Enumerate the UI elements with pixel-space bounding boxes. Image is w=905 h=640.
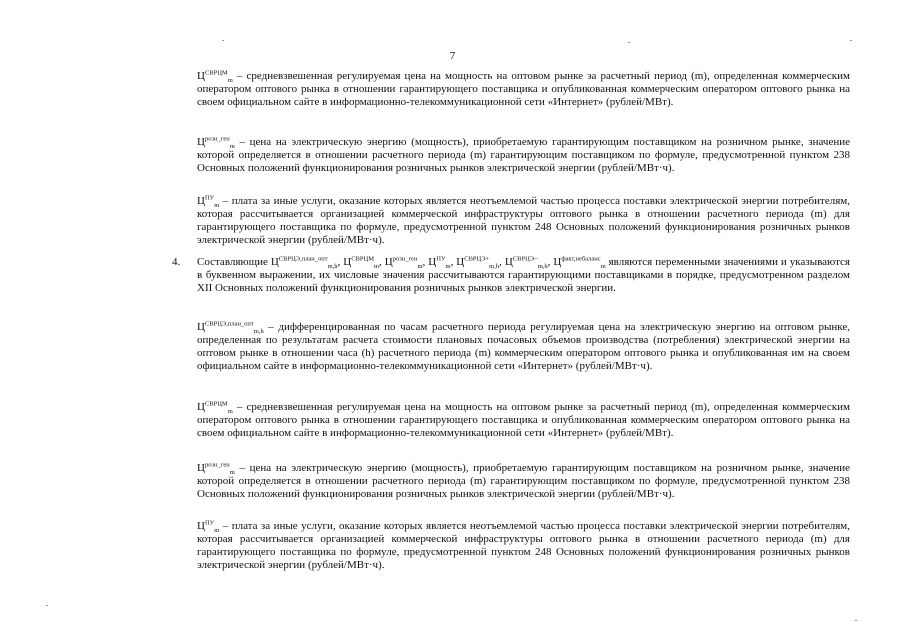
definition-text: – средневзвешенная регулируемая цена на мощность на оптовом рынке за расчетный период (m), определенная коммерческим оператором оптового рынка в отношении гарантирующего поставщика и опубликованная коммерческим оператором оптового рынка на своем официальном сайте в информационно-телекоммуникационной сети «Интернет» (рублей/МВт). xyxy=(197,401,850,440)
symbol-superscript: СВРЦЭ+ xyxy=(464,255,490,263)
symbol-subscript: m xyxy=(214,202,220,210)
symbol-subscript: m xyxy=(214,527,220,535)
definition-paragraph: $Ц^{ПУ}_m$ – плата за иные услуги, оказание которых является неотъемлемой частью процесса поставки электрической энергии потребителям, которая рассчитывается организацией коммерческой инфраструктуры оптового рынка в отношении расчетного периода (m) для гарантирующего поставщика по формуле, предусмотренной пунктом 248 Основных положений функционирования розничных рынков электрической энергии (рублей/МВт·ч). xyxy=(197,519,850,572)
symbol-superscript: СВРЦМ xyxy=(204,400,228,408)
item-4-paragraph: Составляющие $Ц^{СВРЦЭ,план\_опт}_{m,h}$, $Ц^{СВРЦМ}_m$, $Ц^{розн\_ген}_m$, $Ц^{ПУ}_m$, $Ц^{СВРЦЭ+}_{m,h}$, $Ц^{СВРЦЭ-}_{m,h}$, $Ц^{факт,небаланс}_m$ являются переменными значениями и указываются в буквенном выражении, их числовые значения рассчитываются гарантирующими поставщиками в порядке, предусмотренном разделом XII Основных положений функционирования розничных рынков электрической энергии. xyxy=(197,255,850,295)
definition-text: – плата за иные услуги, оказание которых является неотъемлемой частью процесса поставки электрической энергии потребителям, которая рассчитывается организацией коммерческой инфраструктуры оптового рынка в отношении расчетного периода (m) для гарантирующего поставщика по формуле, предусмотренной пунктом 248 Основных положений функционирования розничных рынков электрической энергии (рублей/МВт·ч). xyxy=(197,520,850,572)
symbol-superscript: факт,небаланс xyxy=(561,255,601,263)
scan-speck xyxy=(855,620,857,621)
symbol-superscript: ПУ xyxy=(204,194,215,202)
definition-paragraph: $Ц^{розн\_ген}_m$ – цена на электрическую энергию (мощность), приобретаемую гарантирующим поставщиком на розничном рынке, значение которой определяется в отношении расчетного периода (m) гарантирующим поставщиком по формуле, предусмотренной пунктом 238 Основных положений функционирования розничных рынков электрической энергии (рублей/МВт·ч). xyxy=(197,461,850,501)
definition-paragraph: $Ц^{СВРЦМ}_m$ – средневзвешенная регулируемая цена на мощность на оптовом рынке за расчетный период (m), определенная коммерческим оператором оптового рынка в отношении гарантирующего поставщика и опубликованная коммерческим оператором оптового рынка на своем официальном сайте в информационно-телекоммуникационной сети «Интернет» (рублей/МВт). xyxy=(197,69,850,109)
definition-paragraph: $Ц^{ПУ}_m$ – плата за иные услуги, оказание которых является неотъемлемой частью процесса поставки электрической энергии потребителям, которая рассчитывается организацией коммерческой инфраструктуры оптового рынка в отношении расчетного периода (m) для гарантирующего поставщика по формуле, предусмотренной пунктом 248 Основных положений функционирования розничных рынков электрической энергии (рублей/МВт·ч). xyxy=(197,194,850,247)
symbol-subscript: m xyxy=(600,263,606,271)
item-4-intro: Составляющие xyxy=(197,256,271,268)
item-number: 4. xyxy=(172,256,181,268)
definition-text: – средневзвешенная регулируемая цена на мощность на оптовом рынке за расчетный период (m), определенная коммерческим оператором оптового рынка в отношении гарантирующего поставщика и опубликованная коммерческим оператором оптового рынка на своем официальном сайте в информационно-телекоммуникационной сети «Интернет» (рублей/МВт). xyxy=(197,70,850,109)
symbol-subscript: m xyxy=(229,469,235,477)
definition-text: – плата за иные услуги, оказание которых является неотъемлемой частью процесса поставки электрической энергии потребителям, которая рассчитывается организацией коммерческой инфраструктуры оптового рынка в отношении расчетного периода (m) для гарантирующего поставщика по формуле, предусмотренной пунктом 248 Основных положений функционирования розничных рынков электрической энергии (рублей/МВт·ч). xyxy=(197,195,850,247)
definition-text: – цена на электрическую энергию (мощность), приобретаемую гарантирующим поставщиком на розничном рынке, значение которой определяется в отношении расчетного периода (m) гарантирующим поставщиком по формуле, предусмотренной пунктом 238 Основных положений функционирования розничных рынков электрической энергии (рублей/МВт·ч). xyxy=(197,462,850,501)
symbol-superscript: СВРЦЭ,план_опт xyxy=(278,255,328,263)
symbol-subscript: m xyxy=(227,77,233,85)
symbol-subscript: m,h xyxy=(327,263,338,271)
symbol-subscript: m,h xyxy=(489,263,500,271)
symbol-subscript: m,h xyxy=(253,328,264,336)
item-4-text: являются переменными значениями и указываются в буквенном выражении, их числовые значения рассчитываются гарантирующими поставщиками в порядке, предусмотренном разделом XII Основных положений функционирования розничных рынков электрической энергии. xyxy=(197,256,850,295)
definition-paragraph: $Ц^{розн\_ген}_m$ – цена на электрическую энергию (мощность), приобретаемую гарантирующим поставщиком на розничном рынке, значение которой определяется в отношении расчетного периода (m) гарантирующим поставщиком по формуле, предусмотренной пунктом 238 Основных положений функционирования розничных рынков электрической энергии (рублей/МВт·ч). xyxy=(197,135,850,175)
symbol-superscript: розн_ген xyxy=(204,135,230,143)
symbol-superscript: ПУ xyxy=(204,519,215,527)
page-number: 7 xyxy=(449,50,456,62)
symbol-superscript: СВРЦМ xyxy=(351,255,374,263)
symbol-subscript: m,h xyxy=(537,263,548,271)
symbol-subscript: m xyxy=(227,408,233,416)
scan-speck xyxy=(850,40,852,41)
symbol-subscript: m xyxy=(417,263,423,271)
symbol-superscript: розн_ген xyxy=(204,461,230,469)
symbol-superscript: ПУ xyxy=(436,255,446,263)
definition-paragraph: $Ц^{СВРЦМ}_m$ – средневзвешенная регулируемая цена на мощность на оптовом рынке за расчетный период (m), определенная коммерческим оператором оптового рынка в отношении гарантирующего поставщика и опубликованная коммерческим оператором оптового рынка на своем официальном сайте в информационно-телекоммуникационной сети «Интернет» (рублей/МВт). xyxy=(197,400,850,440)
scan-speck xyxy=(628,42,630,43)
definition-text: – дифференцированная по часам расчетного периода регулируемая цена на электрическую энергию на оптовом рынке, определенная по результатам расчета стоимости плановых почасовых объемов производства (потребления) электрической энергии на оптовом рынке в отношении часа (h) расчетного периода (m) коммерческим оператором оптового рынка и опубликованная им на своем официальном сайте в информационно-телекоммуникационной сети «Интернет» (рублей/МВт·ч). xyxy=(197,321,850,373)
scan-speck xyxy=(46,605,48,606)
definition-paragraph: $Ц^{СВРЦЭ,план\_опт}_{m,h}$ – дифференцированная по часам расчетного периода регулируемая цена на электрическую энергию на оптовом рынке, определенная по результатам расчета стоимости плановых почасовых объемов производства (потребления) электрической энергии на оптовом рынке в отношении часа (h) расчетного периода (m) коммерческим оператором оптового рынка и опубликованная им на своем официальном сайте в информационно-телекоммуникационной сети «Интернет» (рублей/МВт·ч). xyxy=(197,320,850,373)
symbol-superscript: СВРЦМ xyxy=(204,69,228,77)
symbol-superscript: розн_ген xyxy=(392,255,418,263)
symbol-subscript: m xyxy=(229,143,235,151)
scan-speck xyxy=(222,40,224,41)
symbol-subscript: m xyxy=(445,263,451,271)
symbol-superscript: СВРЦЭ− xyxy=(512,255,538,263)
symbol-superscript: СВРЦЭ,план_опт xyxy=(204,320,254,328)
symbol-subscript: m xyxy=(373,263,380,271)
definition-text: – цена на электрическую энергию (мощность), приобретаемую гарантирующим поставщиком на розничном рынке, значение которой определяется в отношении расчетного периода (m) гарантирующим поставщиком по формуле, предусмотренной пунктом 238 Основных положений функционирования розничных рынков электрической энергии (рублей/МВт·ч). xyxy=(197,136,850,175)
